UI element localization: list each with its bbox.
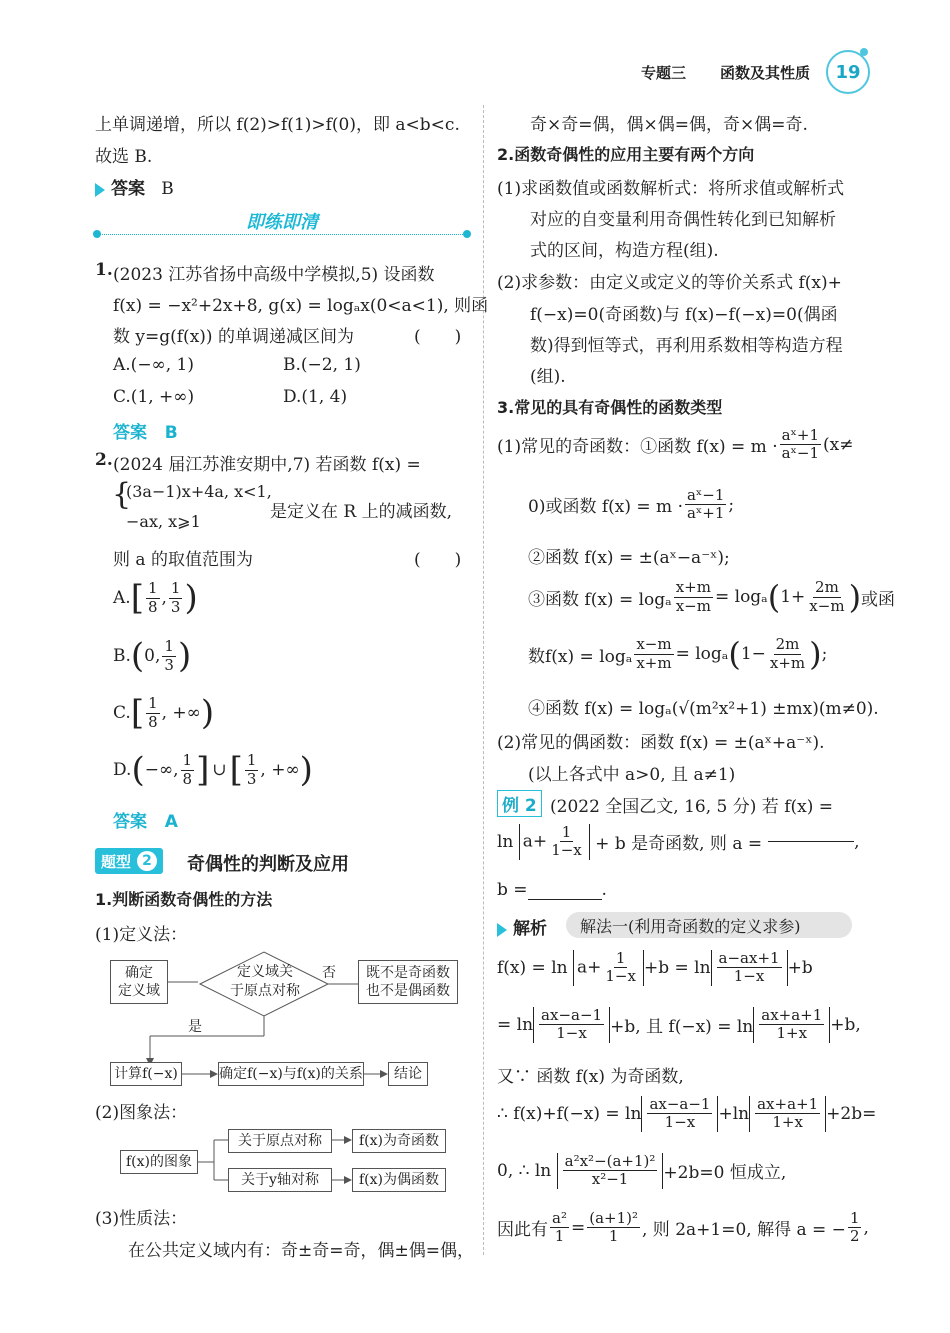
flow-odd-function: f(x)为奇函数 [352,1129,446,1153]
flow-graph-box: f(x)的图象 [120,1150,198,1174]
app-2d: (组). [530,367,566,387]
method-3: (3)性质法： [95,1209,188,1229]
q2-line-2: 是定义在 R 上的减函数, [270,502,453,522]
answer-0: 答案 B [95,174,174,199]
section-tag: 题型 2 [95,848,163,874]
flow-conclusion: 结论 [388,1062,428,1086]
q1-line-3: 数 y=g(f(x)) 的单调递减区间为 [113,327,354,347]
example-line-3: b = . [497,880,607,900]
flow-origin-symmetric: 关于原点对称 [228,1129,332,1153]
analysis-arrow-icon [497,923,507,937]
solution-line-3: 又∵ 函数 f(x) 为奇函数, [497,1067,684,1087]
flow-determine-relation: 确定f(−x)与f(x)的关系 [218,1062,364,1086]
solution-line-6: 因此有 $\frac{\text{a²}}{1}$ = $\frac{\text{(a+1)²}}{1}$ , 则 2a+1=0, 解得 a = − $\frac{1}{2}$ , [497,1209,869,1246]
solution-line-4: ∴ f(x)+f(−x) = ln $\frac{ax-a-1}{1-x}$ +ln $\frac{ax+a+1}{1+x}$ +2b= [497,1095,877,1132]
q2-line-3: 则 a 的取值范围为 [113,550,253,570]
q2-paren: ( ) [414,550,462,570]
q2-option-d: D. ( −∞, $\frac{1}{8}$ ] ∪ [ $\frac{1}{3}$ , +∞ ) [113,750,313,790]
app-1b: 对应的自变量利用奇偶性转化到已知解析 [530,210,836,230]
analysis-label: 解析 [497,914,547,939]
answer-blank-b[interactable] [528,899,602,900]
method-1: (1)定义法： [95,925,188,945]
q2-brace-icon: { [112,477,132,512]
page-number: 19 [826,50,870,94]
odd-type-3b: 数f(x) = logₐ $\frac{x-m}{x+m}$ = logₐ ( 1− $\frac{2m}{x+m}$ ) ; [528,635,828,673]
q2-case-2: −ax, x⩾1 [126,512,201,531]
left-line-2: 故选 B. [95,147,153,167]
q1-option-c: C.(1, +∞) [113,387,195,407]
method-heading: 1.判断函数奇偶性的方法 [95,890,273,909]
analysis-method-pill: 解法一(利用奇函数的定义求参) [566,912,852,938]
flow-even-function: f(x)为偶函数 [352,1168,446,1192]
right-line-1: 奇×奇=偶，偶×偶=偶，奇×偶=奇. [530,115,808,135]
q2-line-1: (2024 届江苏淮安期中,7) 若函数 f(x) = [113,455,421,475]
q1-option-a: A.(−∞, 1) [113,355,194,375]
flow-no-label: 否 [322,965,336,981]
method-2: (2)图象法： [95,1103,188,1123]
flow-symmetric-decision: 定义域关 于原点对称 [230,964,300,999]
q2-case-1: (3a−1)x+4a, x<1, [126,482,272,501]
practice-banner: 即练即清 [95,208,469,238]
q1-number: 1. [95,260,113,280]
odd-type-1b: 0)或函数 f(x) = m · $\frac{\text{aˣ−1}}{\text{aˣ+1}}$ ; [528,486,735,523]
types-heading: 3.常见的具有奇偶性的函数类型 [497,398,723,417]
solution-line-2: = ln $\frac{ax-a-1}{1-x}$ +b, 且 f(−x) = ln $\frac{ax+a+1}{1+x}$ +b, [497,1006,861,1043]
app-2a: (2)求参数：由定义或定义的等价关系式 f(x)+ [497,273,842,293]
odd-type-2: ②函数 f(x) = ±(aˣ−a⁻ˣ); [528,548,730,568]
odd-type-1: (1)常见的奇函数：①函数 f(x) = m · $\frac{\text{aˣ+1}}{\text{aˣ−1}}$ (x≠ [497,426,854,463]
solution-line-1: f(x) = ln a+ $\frac{1}{1-x}$ +b = ln $\frac{a-ax+1}{1-x}$ +b [497,949,813,986]
answer-arrow-icon [95,183,105,197]
odd-type-4: ④函数 f(x) = logₐ(√(m²x²+1) ±mx)(m≠0). [528,699,879,719]
example-line-1: (2022 全国乙文, 16, 5 分) 若 f(x) = [550,797,833,817]
application-heading: 2.函数奇偶性的应用主要有两个方向 [497,145,755,164]
header-title: 函数及其性质 [720,64,811,82]
even-type: (2)常见的偶函数：函数 f(x) = ±(aˣ+a⁻ˣ). [497,733,825,753]
app-2b: f(−x)=0(奇函数)与 f(x)−f(−x)=0(偶函 [530,305,838,325]
example-line-2: ln a+ $\frac{1}{1-x}$ + b 是奇函数, 则 a = , [497,823,860,860]
q1-line-1: (2023 江苏省扬中高级中学模拟,5) 设函数 [113,265,435,285]
odd-type-3: ③函数 f(x) = logₐ $\frac{x+m}{x-m}$ = logₐ ( 1+ $\frac{2m}{x-m}$ ) 或函 [528,578,896,616]
method-3-detail: 在公共定义域内有：奇±奇=奇，偶±偶=偶， [128,1241,474,1261]
q2-number: 2. [95,450,113,470]
solution-line-5: 0, ∴ ln $\frac{\text{a²x²−(a+1)²}}{\text{x²−1}}$ +2b=0 恒成立, [497,1152,787,1189]
app-2c: 数)得到恒等式，再利用系数相等构造方程 [530,336,843,356]
q1-option-d: D.(1, 4) [283,387,348,407]
example-label: 例 2 [497,790,542,817]
flow-y-axis-symmetric: 关于y轴对称 [228,1168,332,1192]
flow-neither-box: 既不是奇函数 也不是偶函数 [358,960,458,1004]
app-1a: (1)求函数值或函数解析式：将所求值或解析式 [497,179,845,199]
q1-line-2: f(x) = −x²+2x+8, g(x) = logₐx(0<a<1), 则函 [113,296,489,316]
q1-answer: 答案 B [113,423,178,443]
q2-answer: 答案 A [113,812,178,832]
app-1c: 式的区间，构造方程(组). [530,241,719,261]
flow-yes-label: 是 [188,1019,202,1035]
q2-option-c: C. [ $\frac{1}{8}$ , +∞ ) [113,693,215,733]
flow-define-domain: 确定 定义域 [110,960,168,1004]
conditions-note: (以上各式中 a>0, 且 a≠1) [528,765,736,785]
left-line-1: 上单调递增，所以 f(2)>f(1)>f(0)，即 a<b<c. [95,115,460,135]
q2-option-b: B. ( 0, $\frac{1}{3}$ ) [113,636,192,676]
column-divider [483,105,484,1255]
q1-option-b: B.(−2, 1) [283,355,361,375]
page-dot-icon [860,48,868,56]
q2-option-a: A. [ $\frac{1}{8}$ , $\frac{1}{3}$ ) [113,578,198,618]
q1-paren: ( ) [414,327,462,347]
header-section: 专题三 [641,64,687,82]
flow-compute-f-neg-x: 计算f(−x) [110,1062,182,1086]
section-title: 奇偶性的判断及应用 [187,854,349,875]
answer-blank-a[interactable] [768,841,854,842]
